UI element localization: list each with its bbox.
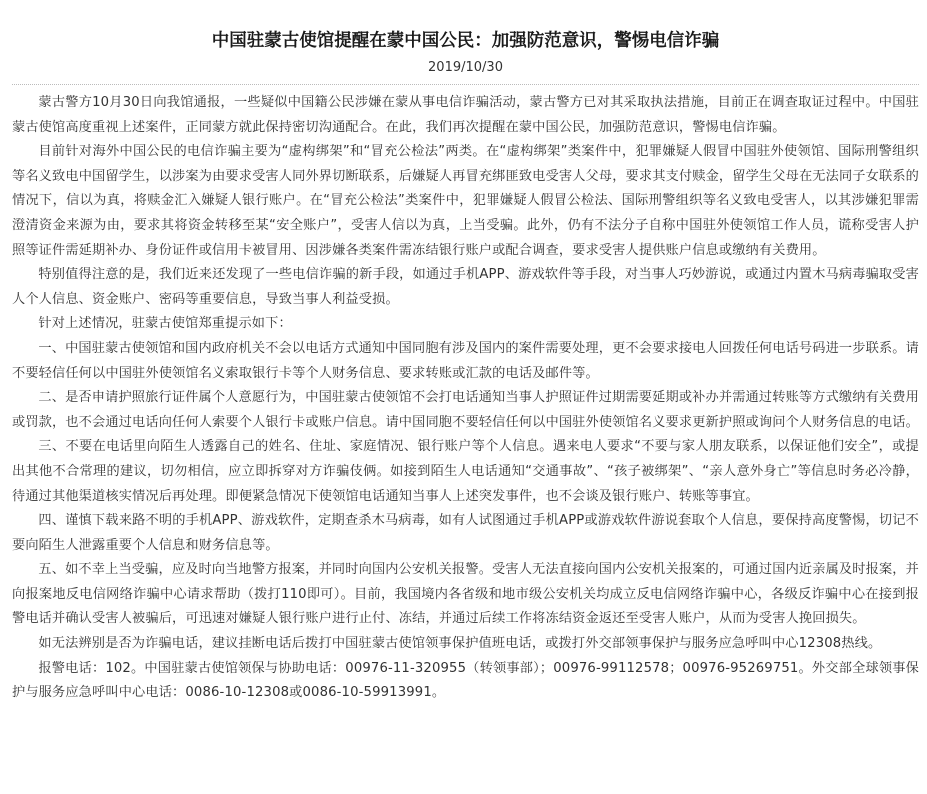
paragraph: 蒙古警方10月30日向我馆通报，一些疑似中国籍公民涉嫌在蒙从事电信诈骗活动，蒙古警方已对其采取执法措施，目前正在调查取证过程中。中国驻蒙古使馆高度重视上述案件，正同蒙方就此保持密切沟通配合。在此，我们再次提醒在蒙中国公民，加强防范意识，警惕电信诈骗。 [12,95,919,135]
paragraph: 五、如不幸上当受骗，应及时向当地警方报案，并同时向国内公安机关报警。受害人无法直接向国内公安机关报案的，可通过国内近亲属及时报案，并向报案地反电信网络诈骗中心请求帮助（拨打110即可）。目前，我国境内各省级和地市级公安机关均成立反电信网络诈骗中心，各级反诈骗中心在接到报警电话并确认受害人被骗后，可迅速对嫌疑人银行账户进行止付、冻结，并通过后续工作将冻结资金返还至受害人账户，从而为受害人挽回损失。 [12,562,919,627]
paragraph: 二、是否申请护照旅行证件属个人意愿行为，中国驻蒙古使领馆不会打电话通知当事人护照证件过期需要延期或补办并需通过转账等方式缴纳有关费用或罚款，也不会通过电话向任何人索要个人银行卡或账户信息。请中国同胞不要轻信任何以中国驻外使领馆名义要求更新护照或询问个人财务信息的电话。 [12,390,919,430]
article-title: 中国驻蒙古使馆提醒在蒙中国公民：加强防范意识，警惕电信诈骗 [211,31,720,51]
paragraph: 如无法辨别是否为诈骗电话，建议挂断电话后拨打中国驻蒙古使馆领事保护值班电话，或拨打外交部领事保护与服务应急呼叫中心12308热线。 [38,636,882,652]
paragraph: 一、中国驻蒙古使领馆和国内政府机关不会以电话方式通知中国同胞有涉及国内的案件需要处理，更不会要求接电人回拨任何电话号码进一步联系。请不要轻信任何以中国驻外使领馆名义索取银行卡等个人财务信息、要求转账或汇款的电话及邮件等。 [12,340,919,381]
article-body [12,91,919,706]
paragraph: 目前针对海外中国公民的电信诈骗主要为“虚构绑架”和“冒充公检法”两类。在“虚构绑架”类案件中，犯罪嫌疑人假冒中国驻外使领馆、国际刑警组织等名义致电中国留学生，以涉案为由要求受害人同外界切断联系，后嫌疑人再冒充绑匪致电受害人父母，要求其支付赎金，留学生父母在无法同子女联系的情况下，信以为真，将赎金汇入嫌疑人银行账户。在“冒充公检法”类案件中，犯罪嫌疑人假冒公检法、国际刑警组织等名义致电受害人，以其涉嫌犯罪需澄清资金来源为由，要求其将资金转移至某“安全账户”，受害人信以为真，上当受骗。此外，仍有不法分子自称中国驻外使领馆工作人员，谎称受害人护照等证件需延期补办、身份证件或信用卡被冒用、因涉嫌各类案件需冻结银行账户或配合调查，要求受害人提供账户信息或缴纳有关费用。 [12,144,919,258]
paragraph: 针对上述情况，驻蒙古使馆郑重提示如下： [38,316,292,332]
title-divider [12,84,919,85]
article-date: 2019/10/30 [428,60,503,75]
paragraph: 报警电话：102。中国驻蒙古使馆领保与协助电话：00976-11-320955（转领事部）；00976-99112578；00976-95269751。外交部全球领事保护与服务应急呼叫中心电话：0086-10-12308或0086-10-59913991。 [12,660,919,701]
paragraph: 四、谨慎下载来路不明的手机APP、游戏软件，定期查杀木马病毒，如有人试图通过手机APP或游戏软件游说套取个人信息，要保持高度警惕，切记不要向陌生人泄露重要个人信息和财务信息等。 [12,513,919,553]
paragraph: 特别值得注意的是，我们近来还发现了一些电信诈骗的新手段，如通过手机APP、游戏软件等手段，对当事人巧妙游说，或通过内置木马病毒骗取受害人个人信息、资金账户、密码等重要信息，导致当事人利益受损。 [12,267,919,307]
paragraph: 三、不要在电话里向陌生人透露自己的姓名、住址、家庭情况、银行账户等个人信息。遇来电人要求“不要与家人朋友联系，以保证他们安全”，或提出其他不合常理的建议，切勿相信，应立即拆穿对方诈骗伎俩。如接到陌生人电话通知“交通事故”、“孩子被绑架”、“亲人意外身亡”等信息时务必冷静，待通过其他渠道核实情况后再处理。即便紧急情况下使领馆电话通知当事人上述突发事件，也不会谈及银行账户、转账等事宜。 [12,439,919,504]
